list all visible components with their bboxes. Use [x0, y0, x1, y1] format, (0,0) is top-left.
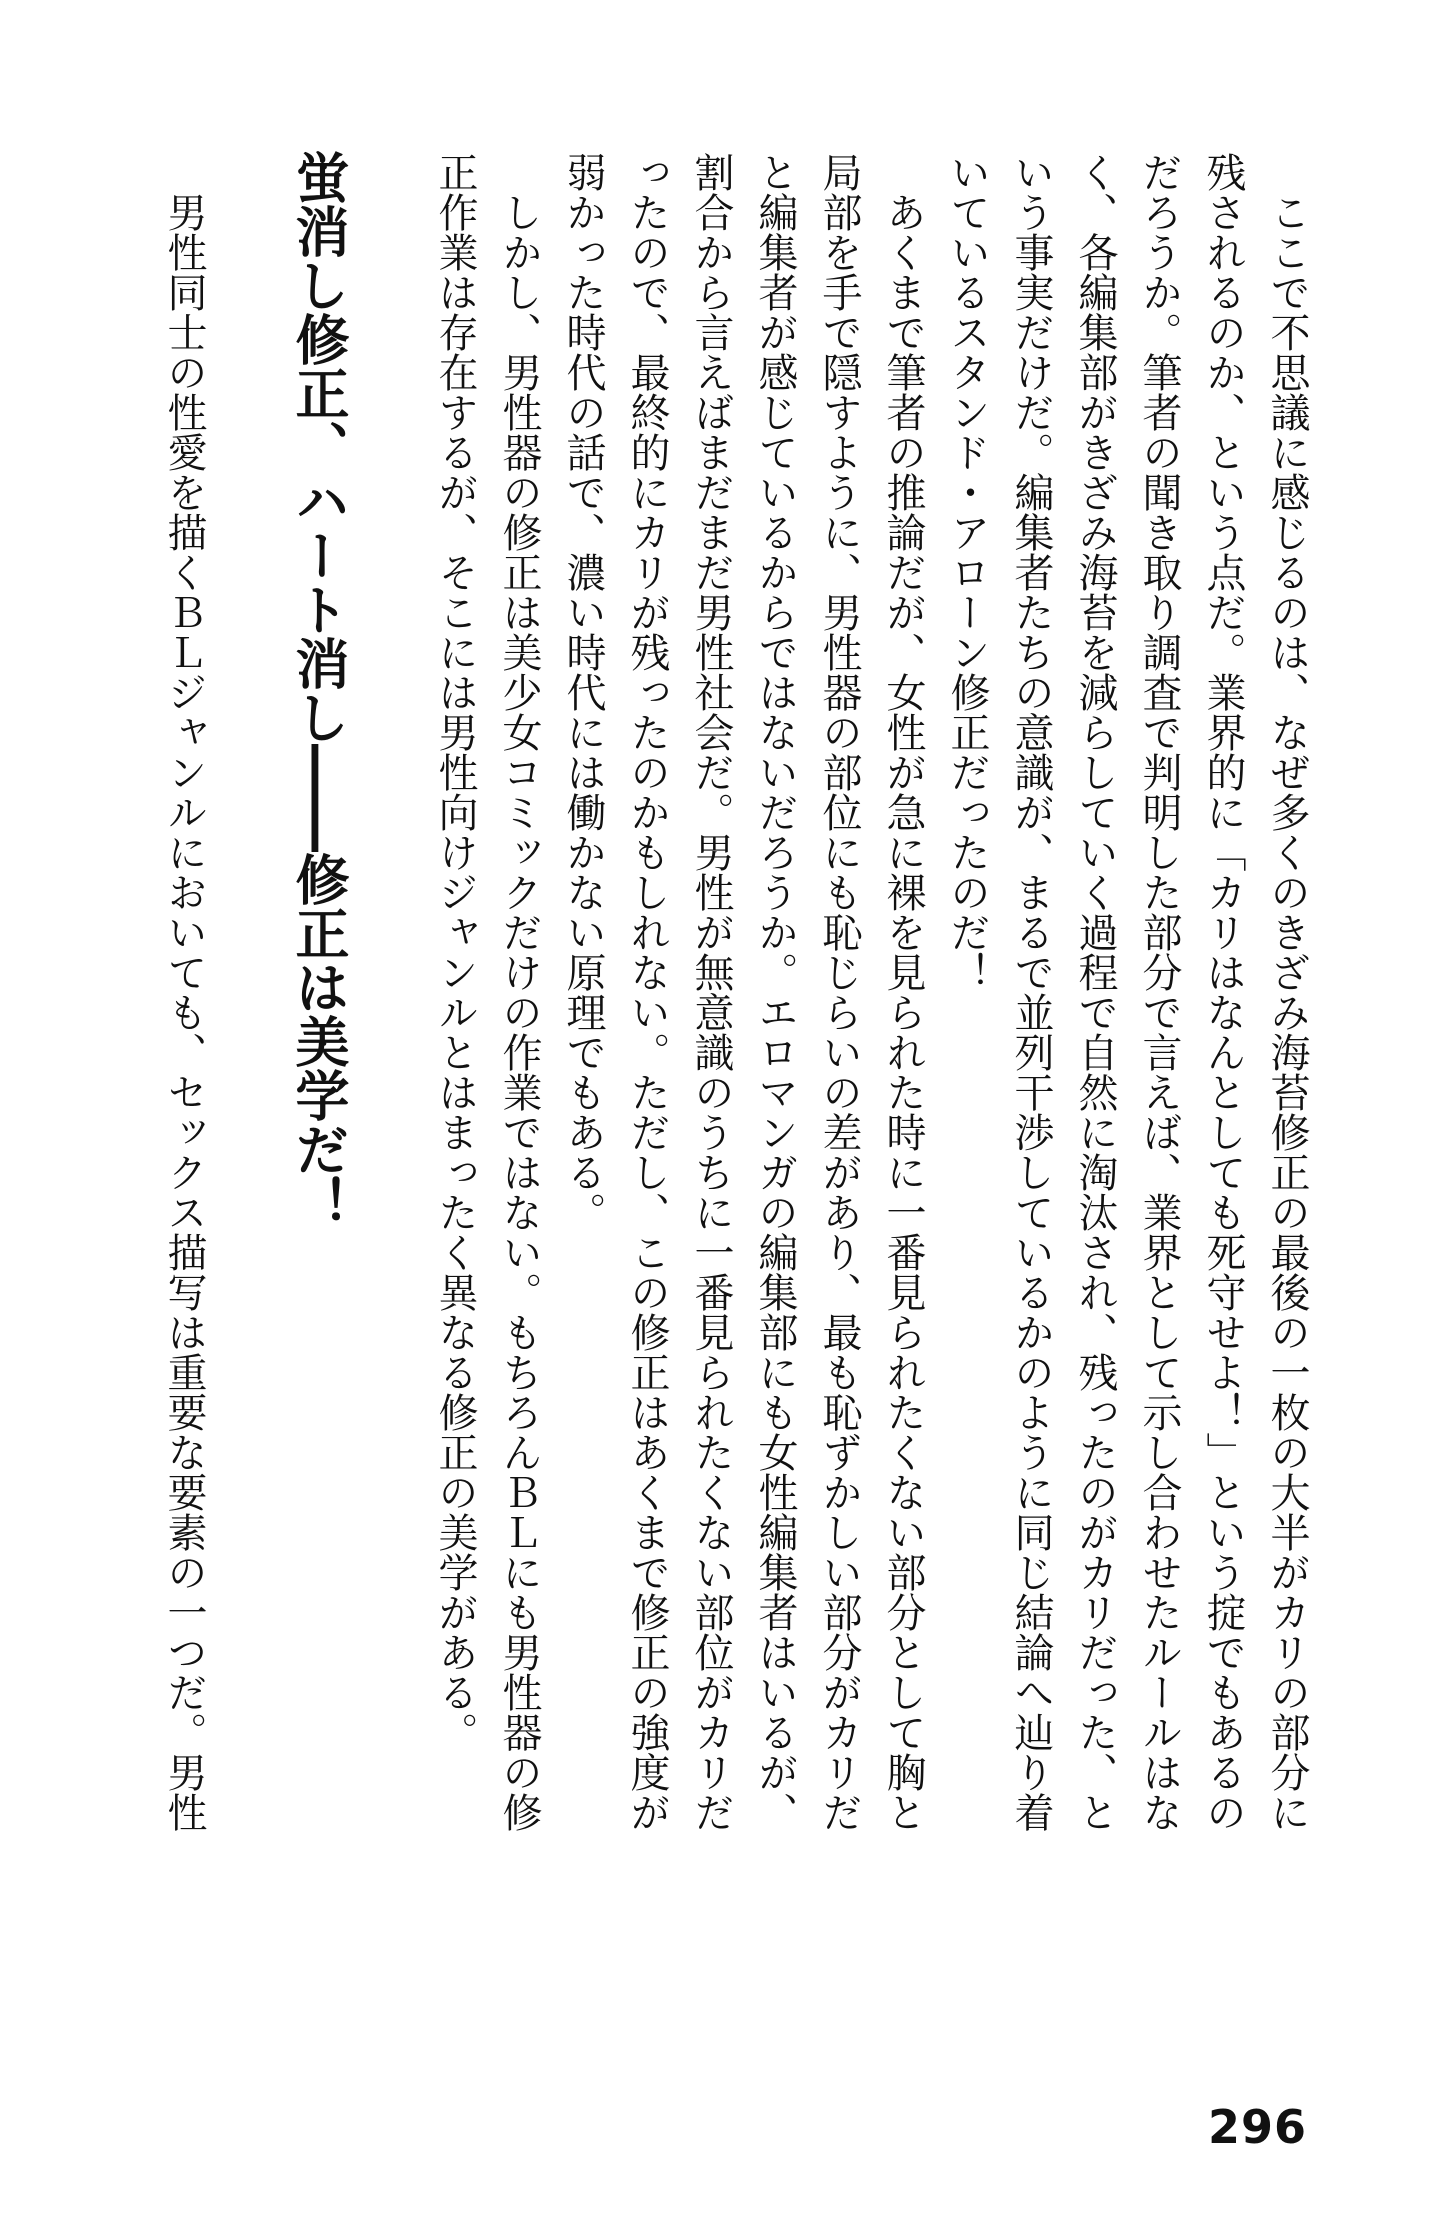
text-column: いているスタンド・アローン修正だったのだ！ [944, 152, 990, 992]
section-heading: 蛍消し修正、ハート消し――修正は美学だ！ [287, 150, 350, 1230]
text-column: 正作業は存在するが、そこには男性向けジャンルとはまったく異なる修正の美学がある。 [432, 152, 478, 1752]
text-column: ここで不思議に感じるのは、なぜ多くのきざみ海苔修正の最後の一枚の大半がカリの部分に [1264, 152, 1310, 1832]
text-column: あくまで筆者の推論だが、女性が急に裸を見られた時に一番見られたくない部分として胸と [880, 152, 926, 1832]
text-column: 局部を手で隠すように、男性器の部位にも恥じらいの差があり、最も恥ずかしい部分がカリだ [816, 152, 862, 1832]
section-first-column: 男性同士の性愛を描くＢＬジャンルにおいても、セックス描写は重要な要素の一つだ。男性 [161, 152, 207, 1832]
text-column: ったので、最終的にカリが残ったのかもしれない。ただし、この修正はあくまで修正の強度が [624, 152, 670, 1832]
text-column: 割合から言えばまだまだ男性社会だ。男性が無意識のうちに一番見られたくない部位がカリだ [688, 152, 734, 1832]
text-column: いう事実だけだ。編集者たちの意識が、まるで並列干渉しているかのように同じ結論へ辿り着 [1008, 152, 1054, 1832]
text-column: 弱かった時代の話で、濃い時代には働かない原理でもある。 [560, 152, 606, 1232]
text-column: 残されるのか、という点だ。業界的に「カリはなんとしても死守せよ！」という掟でもあるの [1200, 152, 1246, 1832]
text-column: く、各編集部がきざみ海苔を減らしていく過程で自然に淘汰され、残ったのがカリだった、と [1072, 152, 1118, 1832]
text-column: と編集者が感じているからではないだろうか。エロマンガの編集部にも女性編集者はいるが、 [752, 152, 798, 1832]
page-number: 296 [1208, 2100, 1308, 2154]
text-column: だろうか。筆者の聞き取り調査で判明した部分で言えば、業界として示し合わせたルールはな [1136, 152, 1182, 1832]
text-column: しかし、男性器の修正は美少女コミックだけの作業ではない。もちろんＢＬにも男性器の修 [496, 152, 542, 1832]
